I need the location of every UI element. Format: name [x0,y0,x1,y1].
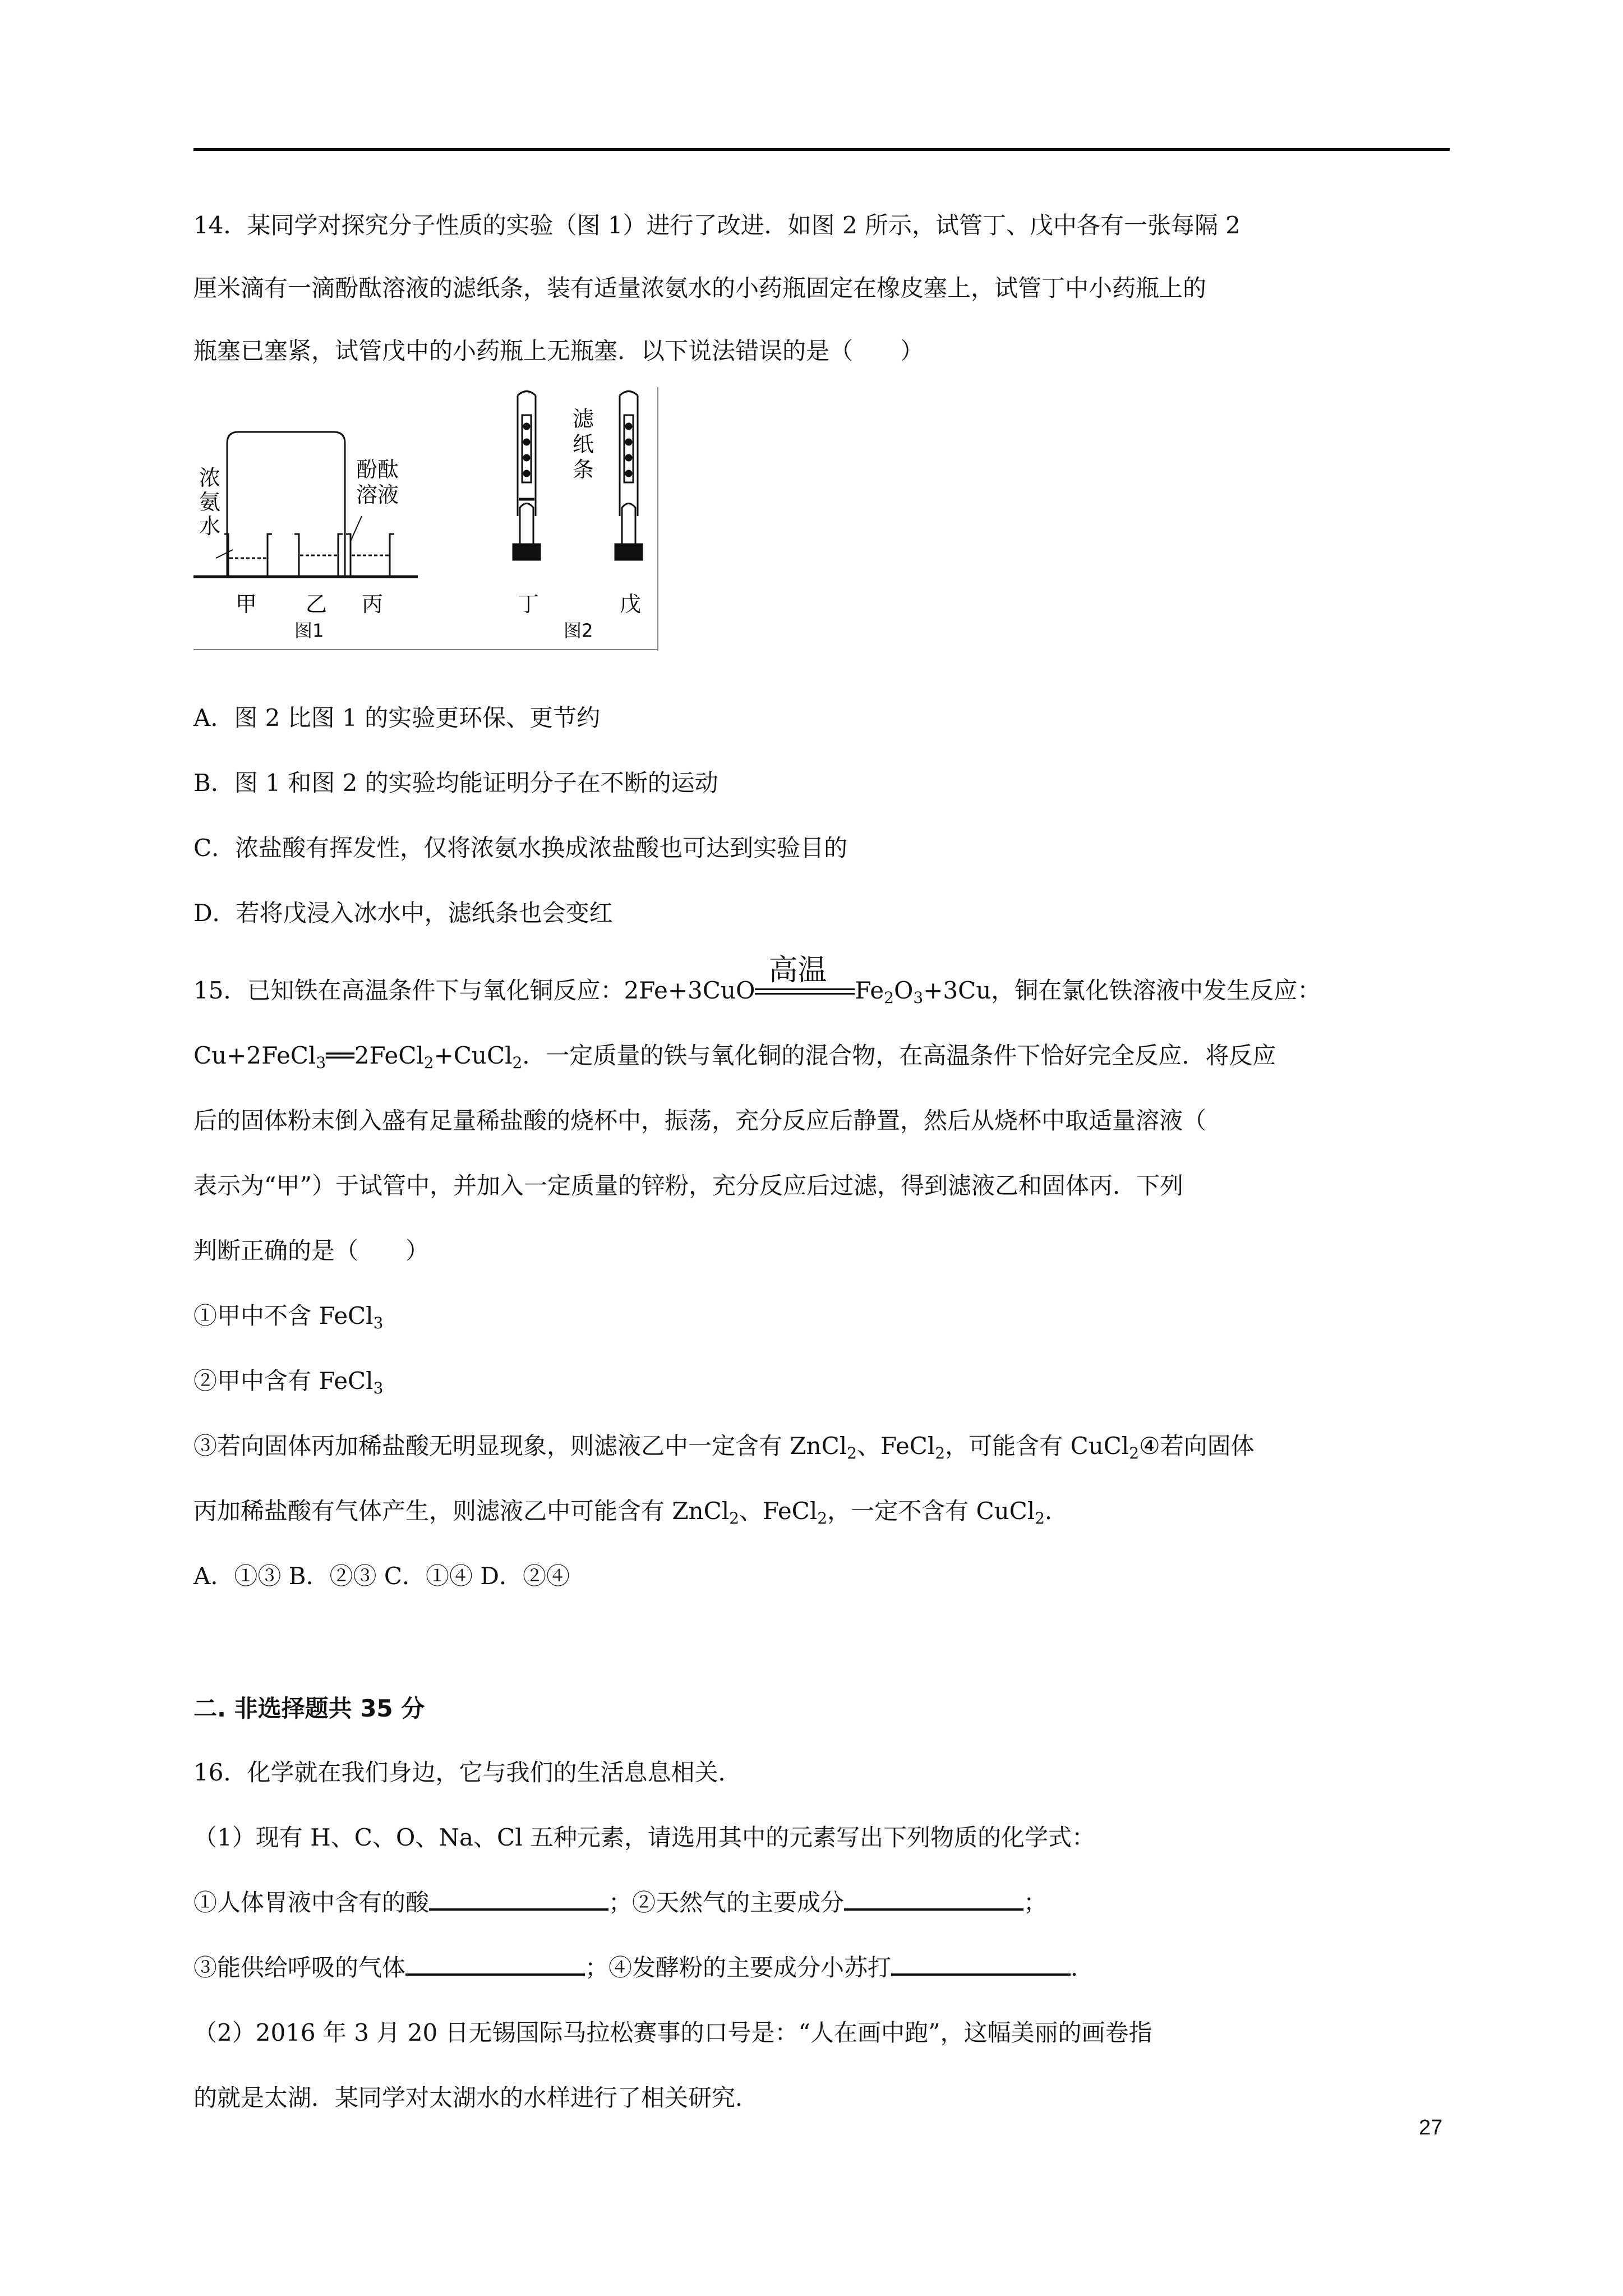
label-jia: 甲 [236,592,257,616]
q14-option-d: D．若将戊浸入冰水中，滤纸条也会变红 [193,899,613,927]
experiment-figure [193,387,659,656]
header-rule [193,148,1450,151]
q16-line-1: 16．化学就在我们身边，它与我们的生活息息相关． [193,1759,742,1786]
q14-line-2: 厘米滴有一滴酚酞溶液的滤纸条，装有适量浓氨水的小药瓶固定在橡皮塞上，试管丁中小药瓶上的 [193,274,1207,302]
label-phenol-2: 溶液 [356,482,399,507]
reaction-condition [755,954,855,1007]
q16-part-2: （2）2016 年 3 月 20 日无锡国际马拉松赛事的口号是：“人在画中跑”，这幅美丽的画卷指 [193,2019,1152,2046]
q15-line-2: Cu+2FeCl$_3$══2FeCl$_2$+CuCl$_2$．一定质量的铁与氧化铜的混合物，在高温条件下恰好完全反应．将反应 [193,1042,1276,1072]
page-number: 27 [1419,2116,1443,2139]
q16-items-3-4: ③能供给呼吸的气体 ；④发酵粉的主要成分小苏打 ． [193,1951,1094,1985]
bell-jar [227,432,345,577]
fig2-caption: 图2 [564,620,593,641]
beaker-jia [224,534,272,577]
q15-line-1-tail: +3Cu，铜在氯化铁溶液中发生反应： [923,977,1321,1004]
label-conc-ammonia-2: 氨 [199,490,221,514]
q16-part-1: （1）现有 H、C、O、Na、Cl 五种元素，请选用其中的元素写出下列物质的化学式： [193,1824,1095,1851]
label-ding: 丁 [518,592,540,616]
answer-blank-4[interactable] [891,1951,1071,1976]
tube-wu [620,392,638,517]
answer-blank-3[interactable] [405,1951,585,1976]
section-2-heading: 二. 非选择题共 35 分 [193,1695,425,1722]
q15-line-1: 15．已知铁在高温条件下与氧化铜反应：2Fe+3CuO 高温 $Fe_2O_3+3Cu$，铜在氯化铁溶液中发生反应： [193,954,1321,1007]
q15-line-4: 表示为“甲”）于试管中，并加入一定质量的锌粉，充分反应后过滤，得到滤液乙和固体丙．下列 [193,1172,1183,1199]
q15-line-5: 判断正确的是（ ） [193,1237,430,1264]
product-fe: Fe [855,977,884,1004]
condition-label: 高温 [768,954,827,987]
q15-line-3: 后的固体粉末倒入盛有足量稀盐酸的烧杯中，振荡，充分反应后静置，然后从烧杯中取适量溶液（ [193,1107,1207,1134]
label-wu: 戊 [620,592,642,616]
label-filter-2: 纸 [573,432,594,457]
q15-intro: 15．已知铁在高温条件下与氧化铜反应：2Fe+3CuO [193,977,755,1004]
q15-statement-4: 丙加稀盐酸有气体产生，则滤液乙中可能含有 ZnCl$_2$、FeCl$_2$，一定不含有 CuCl$_2$． [193,1497,1069,1527]
label-yi: 乙 [306,592,328,616]
q15-statement-2: ②甲中含有 FeCl$_3$ [193,1367,384,1397]
fig1-caption: 图1 [294,620,324,641]
q15-answers: A．①③ B．②③ C．①④ D．②④ [193,1562,570,1590]
answer-blank-2[interactable] [844,1886,1023,1911]
q16-part-2-cont: 的就是太湖．某同学对太湖水的水样进行了相关研究． [193,2084,759,2111]
q16-items-1-2: ①人体胃液中含有的酸 ；②天然气的主要成分 ； [193,1886,1047,1920]
q14-option-a: A．图 2 比图 1 的实验更环保、更节约 [193,704,601,731]
tube-ding [518,392,536,517]
q15-statement-1: ①甲中不含 FeCl$_3$ [193,1302,384,1332]
label-filter-3: 条 [573,457,594,482]
q14-option-c: C．浓盐酸有挥发性，仅将浓氨水换成浓盐酸也可达到实验目的 [193,834,848,862]
label-conc-ammonia-1: 浓 [199,466,221,490]
q14-line-3: 瓶塞已塞紧，试管戊中的小药瓶上无瓶塞．以下说法错误的是（ ） [193,337,924,365]
label-bing: 丙 [362,592,384,616]
label-filter-1: 滤 [573,407,594,431]
q15-statement-3: ③若向固体丙加稀盐酸无明显现象，则滤液乙中一定含有 ZnCl$_2$、FeCl$_2$，可能含有 CuCl$_2$④若向固体 [193,1432,1255,1462]
q14-line-1: 14．某同学对探究分子性质的实验（图 1）进行了改进．如图 2 所示，试管丁、戊中各有一张每隔 2 [193,211,1241,239]
answer-blank-1[interactable] [429,1886,608,1911]
label-phenol-1: 酚酞 [356,457,399,482]
q14-option-b: B．图 1 和图 2 的实验均能证明分子在不断的运动 [193,769,718,797]
label-conc-ammonia-3: 水 [199,514,221,539]
